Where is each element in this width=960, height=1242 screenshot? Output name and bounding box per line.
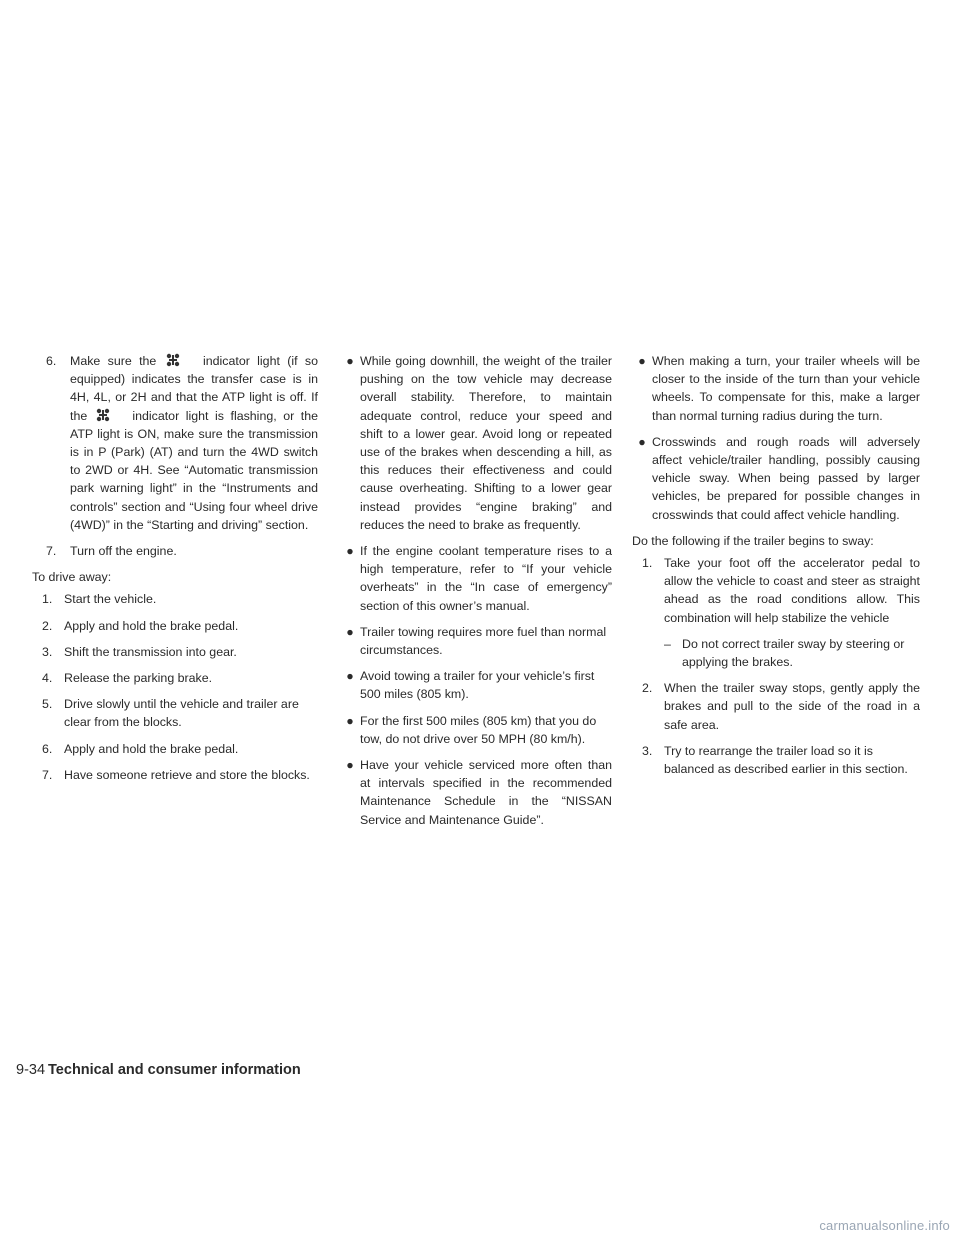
page-number: 9-34 <box>16 1062 46 1078</box>
step-7 <box>32 542 318 560</box>
list-item: 2. Apply and hold the brake pedal. <box>42 618 239 633</box>
step-number: 7. <box>46 544 57 559</box>
bullet-icon: ● <box>346 624 354 639</box>
column-2 <box>340 352 612 837</box>
list-item: 1. Take your foot off the accelerator pedal to allow the vehicle to coast and steer as straight ahead as the road conditions allow. This combination will help stabilize the vehicle <box>642 556 920 625</box>
bullet-icon: ● <box>346 713 354 728</box>
watermark: carmanualsonline.info <box>819 1218 950 1233</box>
list-item: ● While going downhill, the weight of the trailer pushing on the tow vehicle may decrease overall stability. Therefore, to maintain adequate control, reduce your speed and shift to a lower gear. Avoid long or repeated use of the brakes when descending a hill, as this reduces their effectiveness and could cause overheating. Shifting to a lower gear instead provides “engine braking” and reduces the need to brake as frequently. <box>340 352 612 534</box>
list-item: ● Crosswinds and rough roads will adversely affect vehicle/trailer handling, possibly causing vehicle sway. When being passed by larger vehicles, be prepared for possible changes in crosswinds that could affect vehicle handling. <box>632 433 920 524</box>
step-number: 6. <box>46 354 57 368</box>
step-text: Make sure the indicator light (if so equipped) indicates the transfer case is in 4H, 4L, or 2H and that the ATP light is off. If the indicator light is flashing, or the ATP light is ON, make sure the transmission is in P (Park) (AT) and turn the 4WD switch to 2WD or 4H. See “Automatic transmission park warning light” in the “Instruments and controls” section and “Using four wheel drive (4WD)” in the “Starting and driving” section. <box>70 354 319 532</box>
drive-away-heading: To drive away: <box>32 570 112 585</box>
list-item: ● When making a turn, your trailer wheels will be closer to the inside of the turn than your vehicle wheels. To compensate for this, make a larger than normal turning radius during the turn. <box>632 352 920 425</box>
bullet-icon: ● <box>638 434 646 449</box>
list-item: ● For the first 500 miles (805 km) that you do tow, do not drive over 50 MPH (80 km/h). <box>340 712 612 748</box>
list-item: 5. Drive slowly until the vehicle and trailer are clear from the blocks. <box>42 697 299 730</box>
4wd-indicator-icon <box>166 353 180 367</box>
list-item: 3. Shift the transmission into gear. <box>42 644 237 659</box>
list-item: 1. Start the vehicle. <box>42 592 157 607</box>
list-item: 2. When the trailer sway stops, gently apply the brakes and pull to the side of the road in a safe area. <box>642 681 920 732</box>
list-item: 4. Release the parking brake. <box>42 671 213 686</box>
step-6 <box>32 352 318 534</box>
drive-steps-list <box>32 590 318 784</box>
bullet-icon: ● <box>346 354 354 368</box>
list-item: 3. Try to rearrange the trailer load so it is balanced as described earlier in this section. <box>642 743 908 777</box>
sub-list-item: – Do not correct trailer sway by steering or applying the brakes. <box>664 635 920 671</box>
list-item: 6. Apply and hold the brake pedal. <box>42 741 239 756</box>
list-item: ● If the engine coolant temperature rises to a high temperature, refer to “If your vehicle overheats” in the “In case of emergency” section of this owner’s manual. <box>340 542 612 615</box>
bullet-icon: ● <box>346 544 354 559</box>
page-footer <box>16 1062 301 1078</box>
step-text: Turn off the engine. <box>70 544 177 559</box>
section-title: Technical and consumer information <box>48 1062 301 1078</box>
4wd-indicator-icon <box>96 408 110 422</box>
bullet-icon: ● <box>346 758 354 773</box>
list-item: ● Have your vehicle serviced more often than at intervals specified in the recommended Maintenance Schedule in the “NISSAN Service and Maintenance Guide”. <box>340 756 612 829</box>
list-item: ● Trailer towing requires more fuel than normal circumstances. <box>340 623 612 659</box>
list-item: ● Avoid towing a trailer for your vehicle’s first 500 miles (805 km). <box>340 667 612 703</box>
sway-heading: Do the following if the trailer begins to sway: <box>632 533 874 548</box>
dash-marker: – <box>664 636 671 651</box>
bullet-icon: ● <box>346 669 354 684</box>
bullet-icon: ● <box>638 354 646 368</box>
column-1 <box>32 352 318 792</box>
list-item: 7. Have someone retrieve and store the blocks. <box>42 767 310 782</box>
column-3 <box>632 352 920 786</box>
